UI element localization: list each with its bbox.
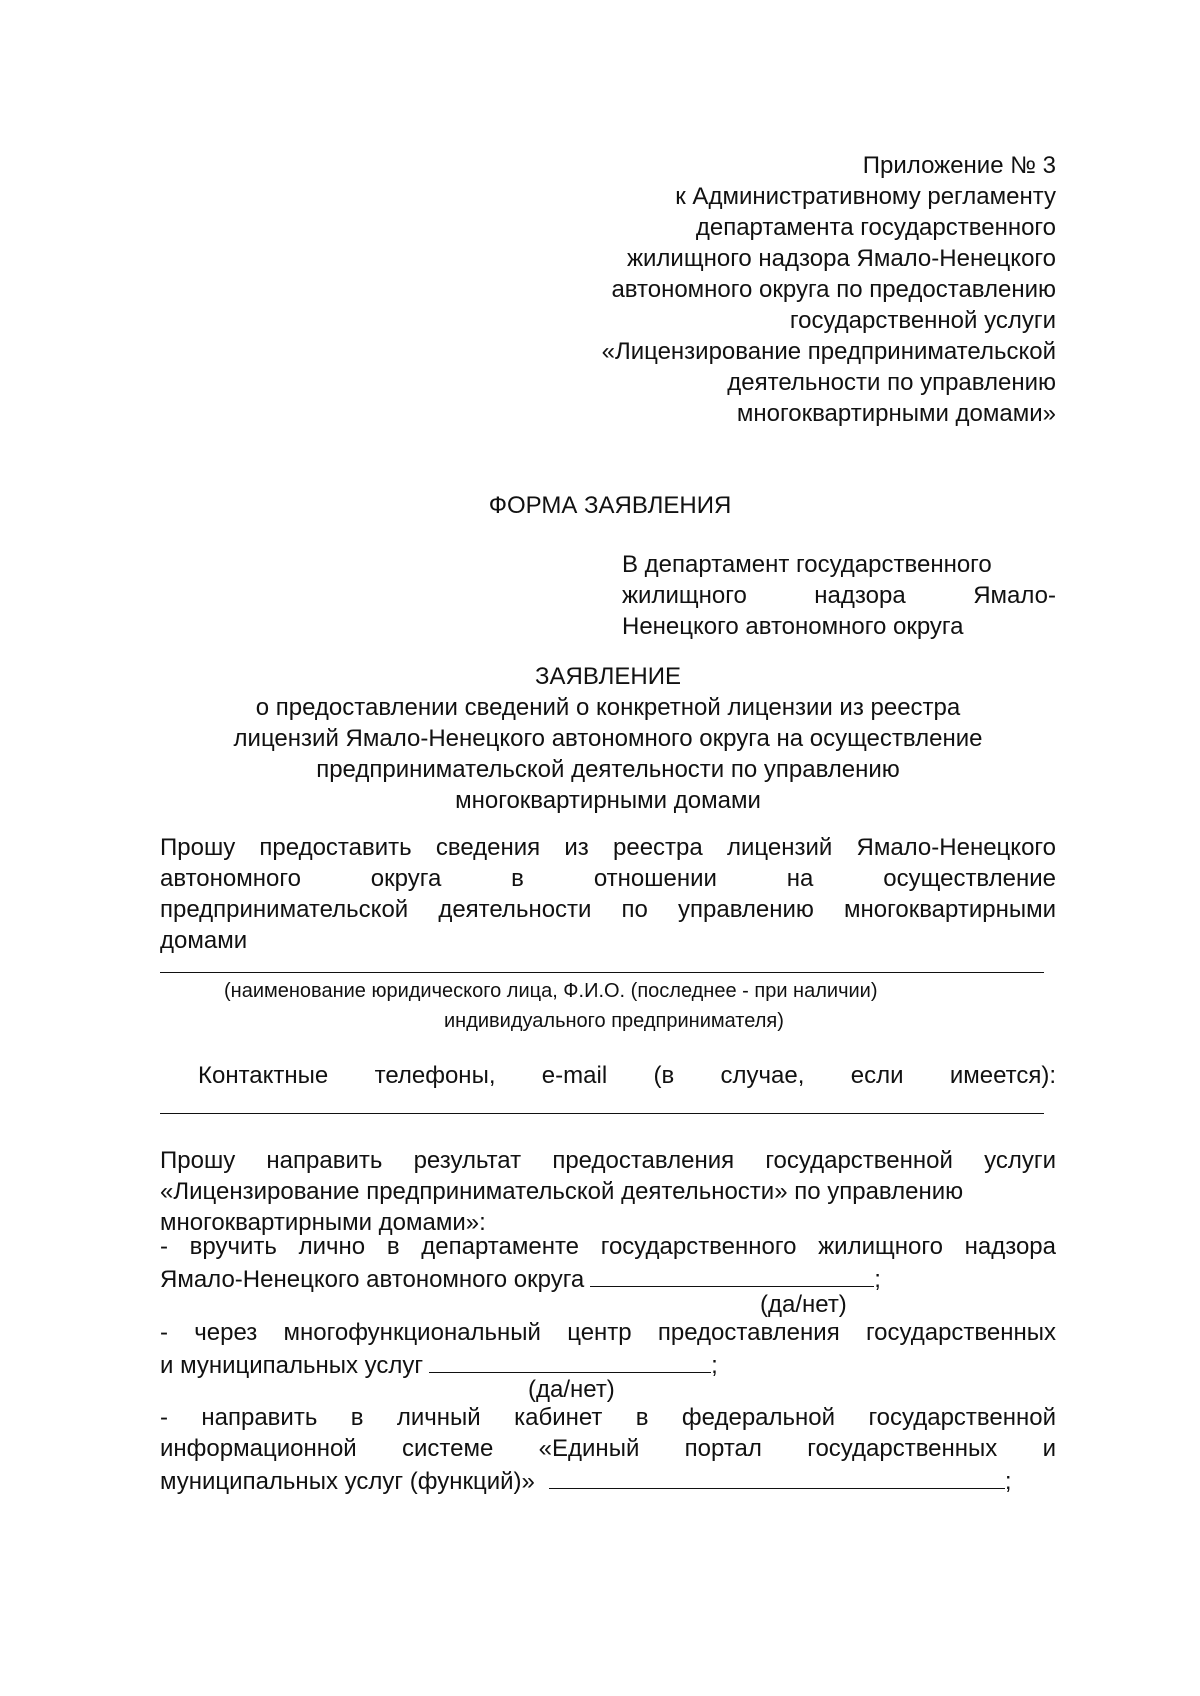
applicant-caption (220, 976, 960, 1036)
delivery-option-mfc (160, 1317, 1056, 1381)
form-title: ФОРМА ЗАЯВЛЕНИЯ (488, 492, 732, 519)
appendix-line: жилищного надзора Ямало-Ненецкого (626, 245, 1056, 272)
option1-line2-row (160, 1262, 1056, 1295)
statement-title: ЗАЯВЛЕНИЕ (535, 663, 681, 690)
delivery-option-portal (160, 1402, 1056, 1497)
option1-semicolon: ; (874, 1266, 881, 1293)
option1-hint-wrap (760, 1289, 847, 1320)
delivery-intro-line: «Лицензирование предпринимательской деятельности» по управлению (160, 1178, 964, 1205)
option2-line2: и муниципальных услуг (160, 1352, 424, 1379)
option3-line3-row (160, 1464, 1056, 1497)
appendix-line: автономного округа по предоставлению (611, 276, 1056, 303)
applicant-caption-line2: индивидуального предпринимателя) (444, 1010, 784, 1032)
statement-subtitle-line: лицензий Ямало-Ненецкого автономного округа на осуществление (233, 725, 983, 752)
appendix-line: деятельности по управлению (727, 369, 1056, 396)
appendix-line: к Административному регламенту (675, 183, 1056, 210)
addressee-line: жилищного надзора Ямало- (622, 582, 1056, 609)
statement-subtitle-line: многоквартирными домами (455, 787, 761, 814)
option1-answer-field[interactable] (590, 1262, 874, 1287)
appendix-header (560, 150, 1056, 429)
appendix-line: департамента государственного (695, 214, 1056, 241)
statement-subtitle-line: о предоставлении сведений о конкретной лицензии из реестра (255, 694, 961, 721)
request-line: домами (160, 927, 248, 954)
contacts-field[interactable] (160, 1113, 1044, 1114)
option3-line3: муниципальных услуг (функций)» (160, 1468, 535, 1495)
option2-hint-wrap (528, 1374, 615, 1405)
request-paragraph (160, 832, 1056, 956)
contacts-label: Контактные телефоны, e-mail (в случае, если имеется): (198, 1062, 1056, 1089)
addressee-line: Ненецкого автономного округа (622, 613, 964, 640)
statement-heading (160, 661, 1056, 816)
option1-line2: Ямало-Ненецкого автономного округа (160, 1266, 585, 1293)
request-line: автономного округа в отношении на осуществление (160, 865, 1056, 892)
appendix-line: «Лицензирование предпринимательской (601, 338, 1056, 365)
addressee (622, 549, 1056, 642)
option1-line1: - вручить лично в департаменте государственного жилищного надзора (160, 1233, 1056, 1260)
option3-answer-field[interactable] (549, 1464, 1005, 1489)
addressee-line: В департамент государственного (622, 551, 992, 578)
appendix-line: многоквартирными домами» (736, 400, 1056, 427)
delivery-intro-line: Прошу направить результат предоставления государственной услуги (160, 1147, 1056, 1174)
applicant-caption-line1: (наименование юридического лица, Ф.И.О. (последнее - при наличии) (224, 980, 878, 1002)
option3-line1: - направить в личный кабинет в федеральной государственной (160, 1404, 1056, 1431)
delivery-intro-line: многоквартирными домами»: (160, 1209, 486, 1236)
option2-semicolon: ; (711, 1352, 718, 1379)
appendix-line: государственной услуги (789, 307, 1056, 334)
request-line: Прошу предоставить сведения из реестра лицензий Ямало-Ненецкого (160, 834, 1056, 861)
request-line: предпринимательской деятельности по управлению многоквартирными (160, 896, 1056, 923)
option2-answer-field[interactable] (429, 1348, 711, 1373)
option3-line2: информационной системе «Единый портал государственных и (160, 1435, 1056, 1462)
appendix-line: Приложение № 3 (862, 152, 1056, 179)
option2-line1: - через многофункциональный центр предоставления государственных (160, 1319, 1056, 1346)
option3-semicolon: ; (1004, 1468, 1012, 1495)
delivery-option-in-person (160, 1231, 1056, 1295)
statement-subtitle-line: предпринимательской деятельности по управлению (316, 756, 900, 783)
option1-hint: (да/нет) (760, 1291, 847, 1318)
form-title-wrap (400, 490, 820, 521)
contacts (198, 1060, 1056, 1091)
option2-hint: (да/нет) (528, 1376, 615, 1403)
applicant-name-field[interactable] (160, 972, 1044, 973)
delivery-intro (160, 1145, 1056, 1238)
